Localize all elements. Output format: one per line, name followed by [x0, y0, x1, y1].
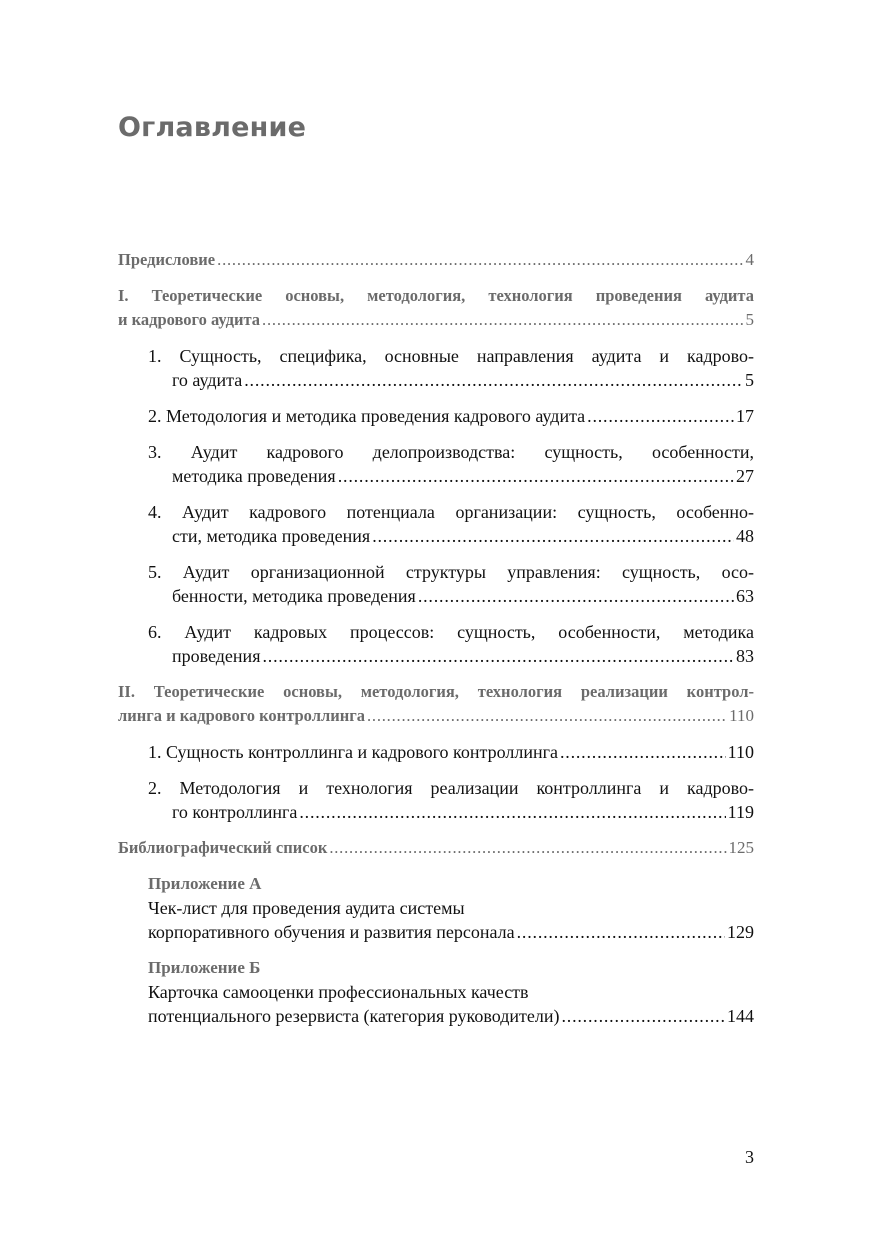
toc-page-number: 119: [727, 802, 754, 822]
toc-entry-text: Чек-лист для проведения аудита системы: [148, 898, 465, 918]
toc-page-number: 27: [736, 466, 754, 486]
toc-page-number: 5: [745, 370, 754, 390]
toc-entry-text: сти, методика проведения: [172, 526, 371, 546]
toc-entry-text: 5. Аудит организационной структуры управления: сущность, осо-: [148, 562, 754, 582]
toc-entry-2-1[interactable]: [148, 740, 754, 764]
toc-page-number: 5: [745, 310, 754, 329]
dot-leader: [418, 584, 734, 608]
dot-leader: [372, 524, 734, 548]
toc-entry-1-4[interactable]: [148, 500, 754, 548]
toc-page-number: 144: [727, 1006, 754, 1026]
dot-leader: [367, 704, 727, 728]
toc-entry-appendix-b[interactable]: [148, 956, 754, 1028]
toc-page-number: 17: [736, 406, 754, 426]
toc-entry-text: проведения: [172, 646, 261, 666]
dot-leader: [244, 368, 743, 392]
toc-page-number: 4: [745, 250, 754, 269]
dot-leader: [560, 740, 726, 764]
toc-entry-text: потенциального резервиста (категория руководители): [148, 1006, 560, 1026]
dot-leader: [329, 836, 726, 860]
toc-page-number: 83: [736, 646, 754, 666]
toc-entry-text: го аудита: [172, 370, 243, 390]
dot-leader: [587, 404, 734, 428]
toc-page-number: 125: [728, 838, 754, 857]
dot-leader: [338, 464, 734, 488]
appendix-heading: Приложение А: [148, 874, 262, 893]
toc-entry-2-2[interactable]: [148, 776, 754, 824]
toc-entry-text: 4. Аудит кадрового потенциала организации: сущность, особенно-: [148, 502, 754, 522]
toc-entry-text: бенности, методика проведения: [172, 586, 416, 606]
page-title: Оглавление: [118, 112, 307, 143]
toc-page-number: 63: [736, 586, 754, 606]
toc-entry-text: Карточка самооценки профессиональных качеств: [148, 982, 529, 1002]
toc-entry-text: 3. Аудит кадрового делопроизводства: сущность, особенности,: [148, 442, 754, 462]
page-number: 3: [745, 1147, 754, 1167]
toc-entry-text: Библиографический список: [118, 838, 328, 857]
toc-entry-bibliography[interactable]: [118, 836, 754, 860]
toc-entry-preface[interactable]: [118, 248, 754, 272]
toc-page-number: 110: [727, 742, 754, 762]
dot-leader: [299, 800, 725, 824]
table-of-contents: [118, 248, 754, 1040]
toc-entry-1-5[interactable]: [148, 560, 754, 608]
toc-entry-1-1[interactable]: [148, 344, 754, 392]
dot-leader: [217, 248, 743, 272]
toc-entry-text: корпоративного обучения и развития персонала: [148, 922, 515, 942]
toc-entry-text: го контроллинга: [172, 802, 298, 822]
toc-entry-text: 6. Аудит кадровых процессов: сущность, особенности, методика: [148, 622, 754, 642]
dot-leader: [517, 920, 725, 944]
dot-leader: [262, 644, 734, 668]
toc-page-number: 48: [736, 526, 754, 546]
dot-leader: [561, 1004, 725, 1028]
toc-entry-1-2[interactable]: [148, 404, 754, 428]
dot-leader: [262, 308, 743, 332]
toc-entry-1-6[interactable]: [148, 620, 754, 668]
toc-entry-text: 2. Методология и технология реализации контроллинга и кадрово-: [148, 778, 754, 798]
toc-entry-text: методика проведения: [172, 466, 336, 486]
toc-entry-text: II. Теоретические основы, методология, технология реализации контрол-: [118, 682, 754, 701]
toc-entry-text: 1. Сущность, специфика, основные направления аудита и кадрово-: [148, 346, 754, 366]
toc-entry-text: и кадрового аудита: [118, 310, 261, 329]
toc-page-number: 129: [727, 922, 754, 942]
toc-entry-section-2[interactable]: [118, 680, 754, 728]
toc-entry-text: 2. Методология и методика проведения кадрового аудита: [148, 406, 586, 426]
toc-entry-appendix-a[interactable]: [148, 872, 754, 944]
toc-entry-section-1[interactable]: [118, 284, 754, 332]
toc-entry-text: 1. Сущность контроллинга и кадрового контроллинга: [148, 742, 558, 762]
toc-entry-1-3[interactable]: [148, 440, 754, 488]
toc-entry-text: I. Теоретические основы, методология, технология проведения аудита: [118, 286, 754, 305]
toc-page-number: 110: [729, 706, 754, 725]
toc-entry-text: Предисловие: [118, 250, 216, 269]
appendix-heading: Приложение Б: [148, 958, 261, 977]
toc-entry-text: линга и кадрового контроллинга: [118, 706, 365, 725]
